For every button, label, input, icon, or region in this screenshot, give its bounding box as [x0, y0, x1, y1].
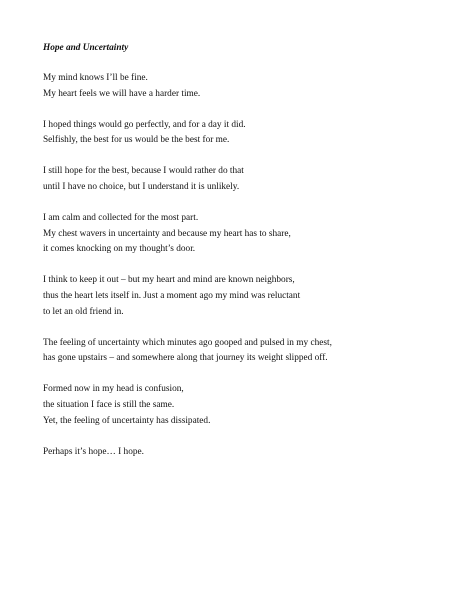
poem-line: My mind knows I’ll be fine.	[43, 73, 148, 83]
stanza-4	[43, 211, 433, 258]
poem-line: thus the heart lets itself in. Just a moment ago my mind was reluctant	[43, 290, 301, 301]
stanza-3	[43, 164, 433, 196]
poem-line: I think to keep it out – but my heart and mind are known neighbors,	[43, 275, 295, 286]
stanza-1	[43, 71, 433, 103]
poem-line: I hoped things would go perfectly, and for a day it did.	[43, 119, 246, 130]
poem-line: to let an old friend in.	[43, 306, 124, 317]
poem-line: Perhaps it’s hope… I hope.	[43, 446, 144, 457]
stanza-6	[43, 336, 433, 368]
poem-line: the situation I face is still the same.	[43, 399, 175, 410]
poem-line: My heart feels we will have a harder time.	[43, 88, 201, 99]
poem-title: Hope and Uncertainty	[43, 43, 129, 53]
stanza-5	[43, 273, 433, 320]
poem-line: I still hope for the best, because I would rather do that	[43, 166, 244, 177]
poem	[43, 40, 433, 475]
poem-line: My chest wavers in uncertainty and because my heart has to share,	[43, 228, 291, 239]
poem-line: until I have no choice, but I understand it is unlikely.	[43, 181, 240, 192]
poem-line: I am calm and collected for the most part.	[43, 212, 199, 223]
poem-line: Selfishly, the best for us would be the best for me.	[43, 135, 230, 146]
poem-line: The feeling of uncertainty which minutes ago gooped and pulsed in my chest,	[43, 337, 332, 348]
poem-line: Formed now in my head is confusion,	[43, 384, 184, 395]
stanza-2	[43, 118, 433, 150]
stanza-7	[43, 382, 433, 429]
stanza-8	[43, 445, 433, 461]
poem-line: has gone upstairs – and somewhere along that journey its weight slipped off.	[43, 353, 328, 364]
poem-line: Yet, the feeling of uncertainty has dissipated.	[43, 415, 211, 426]
poem-line: it comes knocking on my thought’s door.	[43, 244, 196, 255]
